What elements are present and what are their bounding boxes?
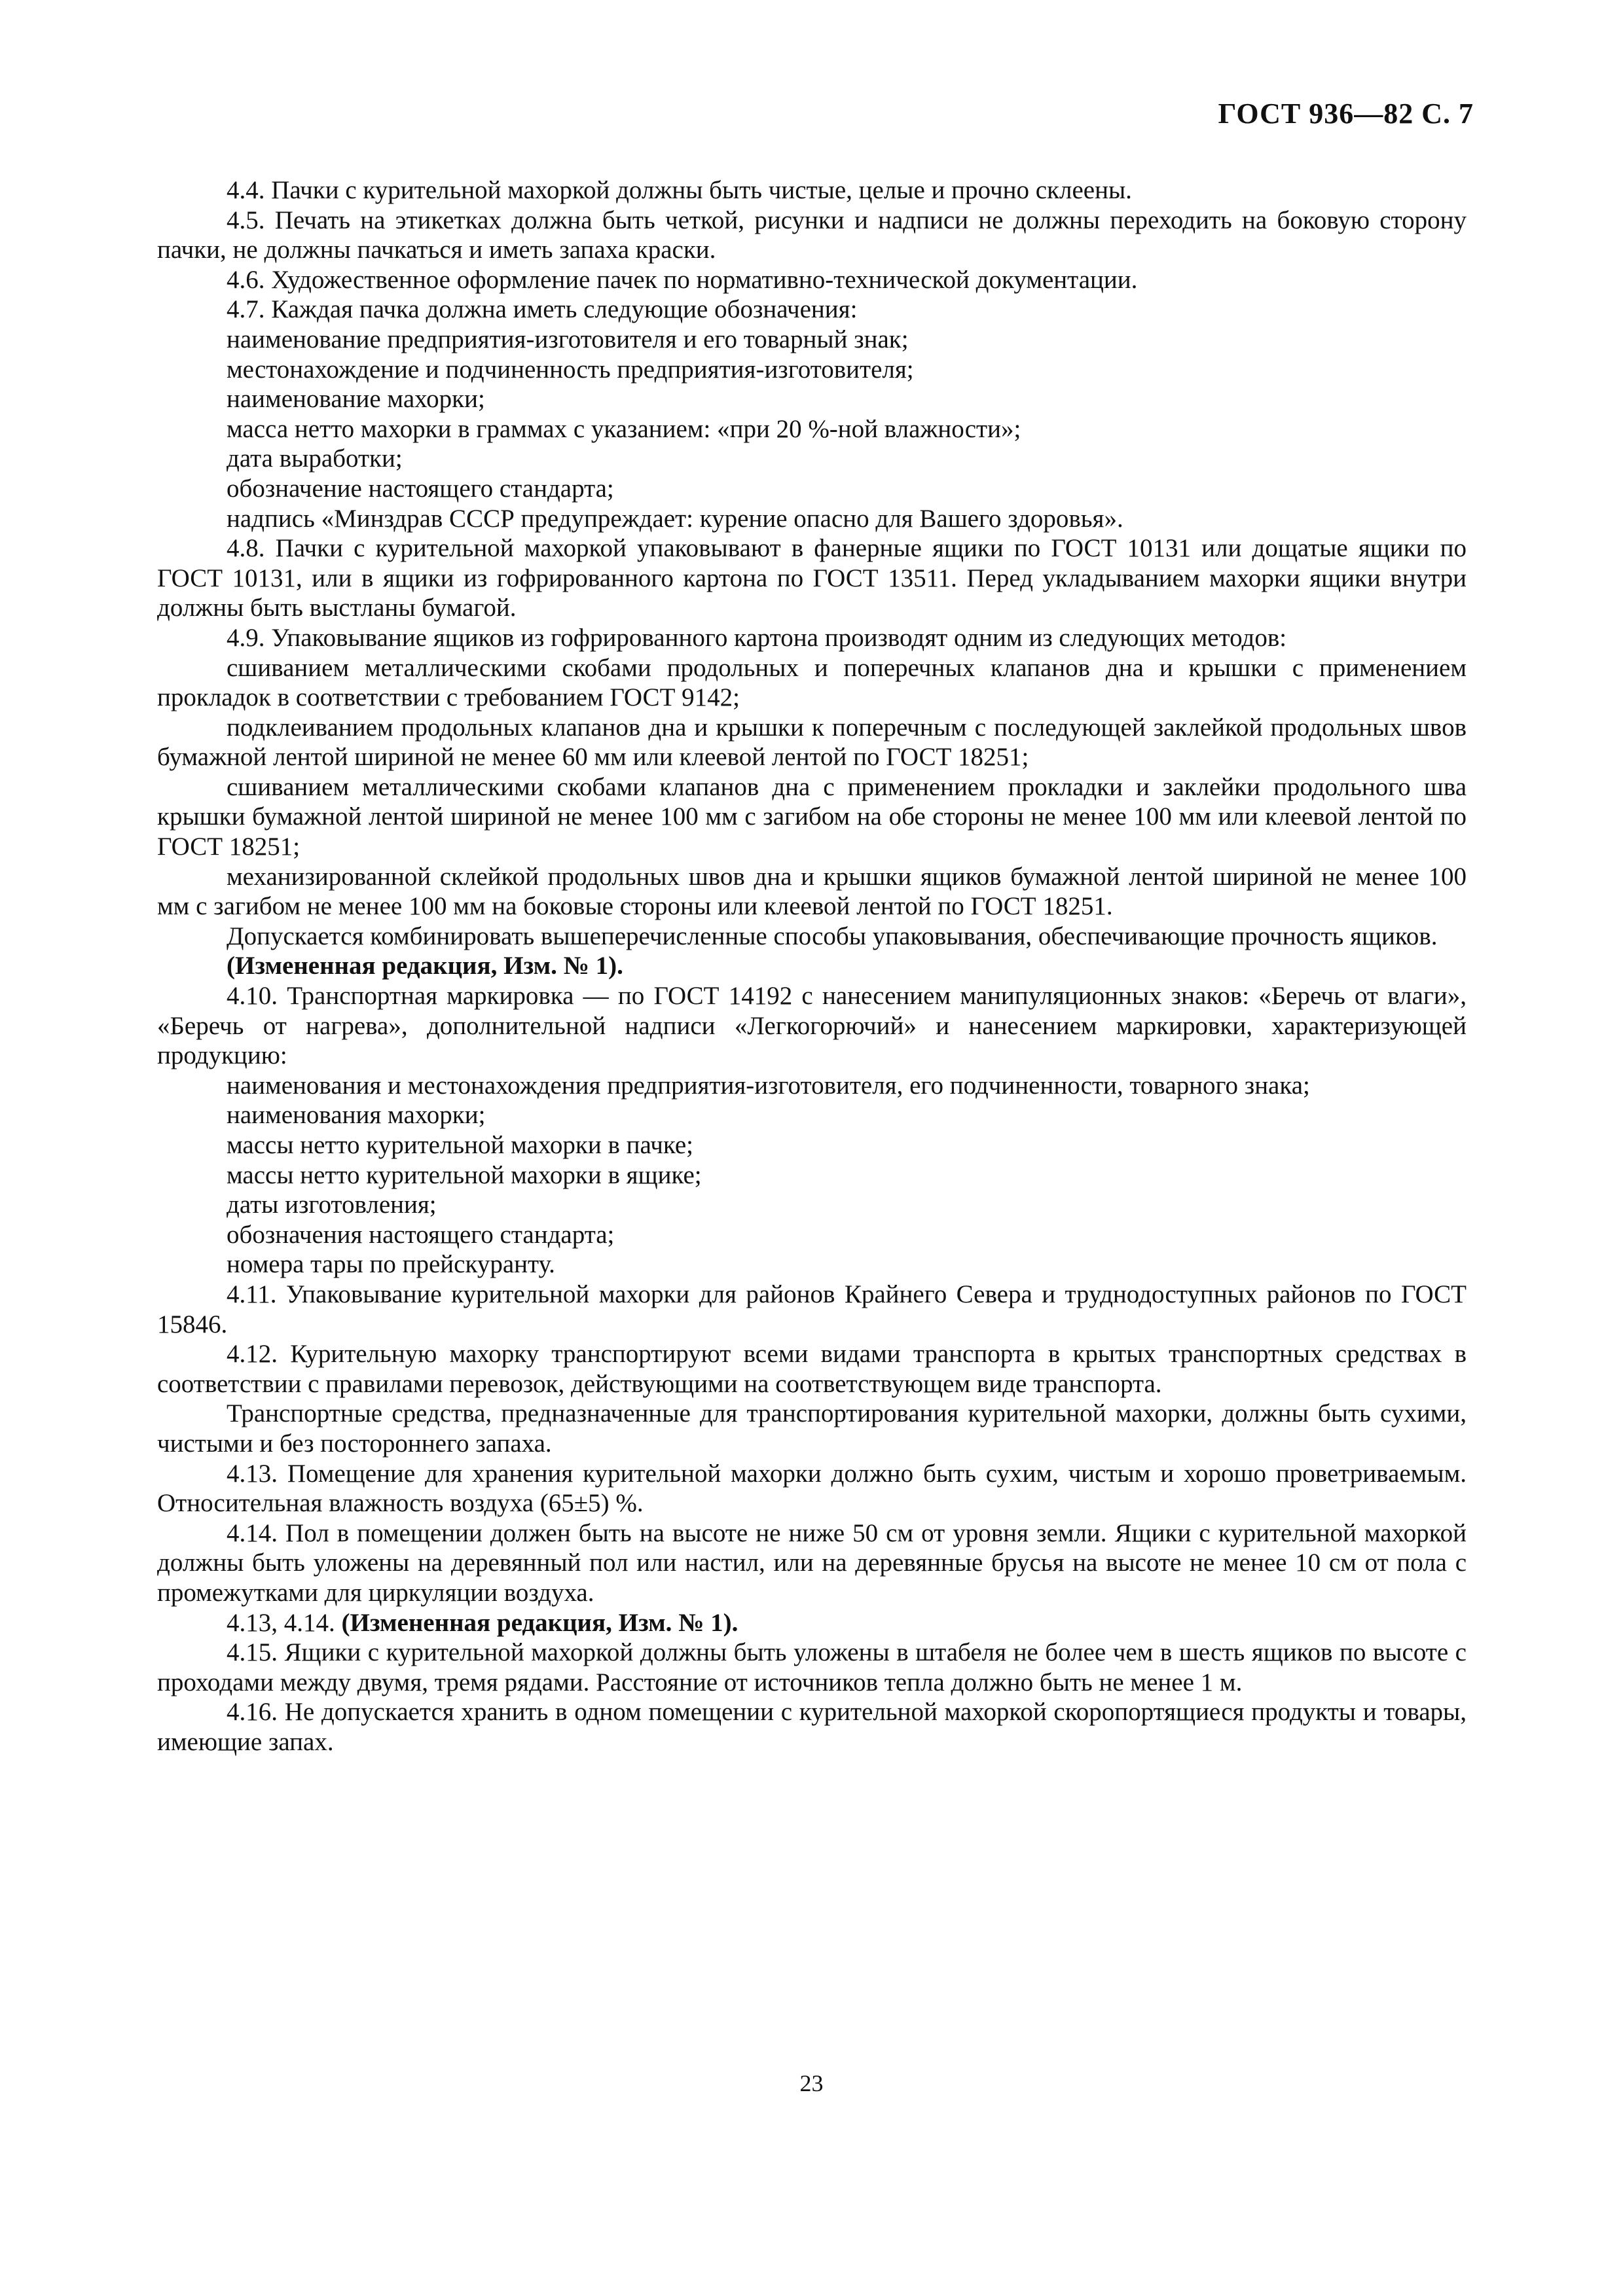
- list-item: масса нетто махорки в граммах с указанием: «при 20 %-ной влажности»;: [227, 414, 1021, 443]
- clause-4-10: 4.10. Транспортная маркировка — по ГОСТ 14192 с нанесением манипуляционных знаков: «Беречь от влаги», «Беречь от нагрева», дополнительной надписи «Легкогорючий» и нанесением маркировки, характеризующей продукцию:: [157, 982, 1467, 1070]
- clause-4-7: 4.7. Каждая пачка должна иметь следующие обозначения:: [227, 295, 858, 324]
- list-item: обозначение настоящего стандарта;: [227, 474, 614, 503]
- list-item: массы нетто курительной махорки в ящике;: [227, 1160, 702, 1189]
- method-item: сшиванием металлическими скобами клапанов дна с применением прокладки и заклейки продольного шва крышки бумажной лентой шириной не менее 100 мм с загибом на обе стороны не менее 100 мм или клеевой лентой по ГОСТ 18251;: [157, 772, 1467, 861]
- list-item: наименование махорки;: [227, 385, 485, 414]
- page-header: ГОСТ 936—82 С. 7: [1218, 98, 1474, 130]
- list-item: обозначения настоящего стандарта;: [227, 1220, 615, 1249]
- clause-4-9: 4.9. Упаковывание ящиков из гофрированного картона производят одним из следующих методов:: [227, 623, 1287, 652]
- list-item: массы нетто курительной махорки в пачке;: [227, 1131, 693, 1159]
- paragraph: Допускается комбинировать вышеперечисленные способы упаковывания, обеспечивающие прочность ящиков.: [227, 922, 1438, 950]
- page-number: 23: [799, 2070, 824, 2096]
- document-body: [157, 175, 1467, 1757]
- method-item: механизированной склейкой продольных швов дна и крышки ящиков бумажной лентой шириной не менее 100 мм с загибом не менее 100 мм на боковые стороны или клеевой лентой по ГОСТ 18251.: [157, 862, 1467, 921]
- clause-4-5: 4.5. Печать на этикетках должна быть четкой, рисунки и надписи не должны переходить на боковую сторону пачки, не должны пачкаться и иметь запаха краски.: [157, 206, 1467, 264]
- clause-4-13: 4.13. Помещение для хранения курительной махорки должно быть сухим, чистым и хорошо проветриваемым. Относительная влажность воздуха (65±5) %.: [157, 1459, 1467, 1518]
- list-item: наименования махорки;: [227, 1101, 486, 1130]
- clause-4-8: 4.8. Пачки с курительной махоркой упаковывают в фанерные ящики по ГОСТ 10131 или дощатые ящики по ГОСТ 10131, или в ящики из гофрированного картона по ГОСТ 13511. Перед укладыванием махорки ящики внутри должны быть выстланы бумагой.: [157, 534, 1467, 622]
- list-item: номера тары по прейскуранту.: [227, 1250, 555, 1279]
- list-item: местонахождение и подчиненность предприятия-изготовителя;: [227, 355, 914, 384]
- clause-4-11: 4.11. Упаковывание курительной махорки для районов Крайнего Севера и труднодоступных районов по ГОСТ 15846.: [157, 1280, 1467, 1338]
- method-item: сшиванием металлическими скобами продольных и поперечных клапанов дна и крышки с применением прокладок в соответствии с требованием ГОСТ 9142;: [157, 653, 1467, 712]
- revision-note: (Измененная редакция, Изм. № 1).: [227, 952, 623, 980]
- list-item: наименования и местонахождения предприятия-изготовителя, его подчиненности, товарного знака;: [227, 1071, 1310, 1100]
- clause-4-15: 4.15. Ящики с курительной махоркой должны быть уложены в штабеля не более чем в шесть ящиков по высоте с проходами между двумя, тремя рядами. Расстояние от источников тепла должно быть не менее 1 м.: [157, 1638, 1467, 1696]
- paragraph: Транспортные средства, предназначенные для транспортирования курительной махорки, должны быть сухими, чистыми и без постороннего запаха.: [157, 1399, 1467, 1458]
- list-item: дата выработки;: [227, 444, 403, 473]
- clause-4-6: 4.6. Художественное оформление пачек по нормативно-технической документации.: [227, 265, 1138, 294]
- list-item: наименование предприятия-изготовителя и его товарный знак;: [227, 325, 909, 353]
- revision-note-bold: (Измененная редакция, Изм. № 1).: [341, 1608, 739, 1637]
- revision-note-clauses: 4.13, 4.14.: [227, 1608, 342, 1637]
- method-item: подклеиванием продольных клапанов дна и крышки к поперечным с последующей заклейкой продольных швов бумажной лентой шириной не менее 60 мм или клеевой лентой по ГОСТ 18251;: [157, 713, 1467, 772]
- revision-note: [157, 1608, 1467, 1638]
- clause-4-12: 4.12. Курительную махорку транспортируют всеми видами транспорта в крытых транспортных средствах в соответствии с правилами перевозок, действующими на соответствующем виде транспорта.: [157, 1340, 1467, 1398]
- list-item: надпись «Минздрав СССР предупреждает: курение опасно для Вашего здоровья».: [227, 504, 1123, 533]
- clause-4-16: 4.16. Не допускается хранить в одном помещении с курительной махоркой скоропортящиеся продукты и товары, имеющие запах.: [157, 1698, 1467, 1756]
- clause-4-14: 4.14. Пол в помещении должен быть на высоте не ниже 50 см от уровня земли. Ящики с курительной махоркой должны быть уложены на деревянный пол или настил, или на деревянные брусья на высоте не менее 10 см от пола с промежутками для циркуляции воздуха.: [157, 1518, 1467, 1607]
- clause-4-4: 4.4. Пачки с курительной махоркой должны быть чистые, целые и прочно склеены.: [227, 176, 1132, 204]
- list-item: даты изготовления;: [227, 1191, 437, 1219]
